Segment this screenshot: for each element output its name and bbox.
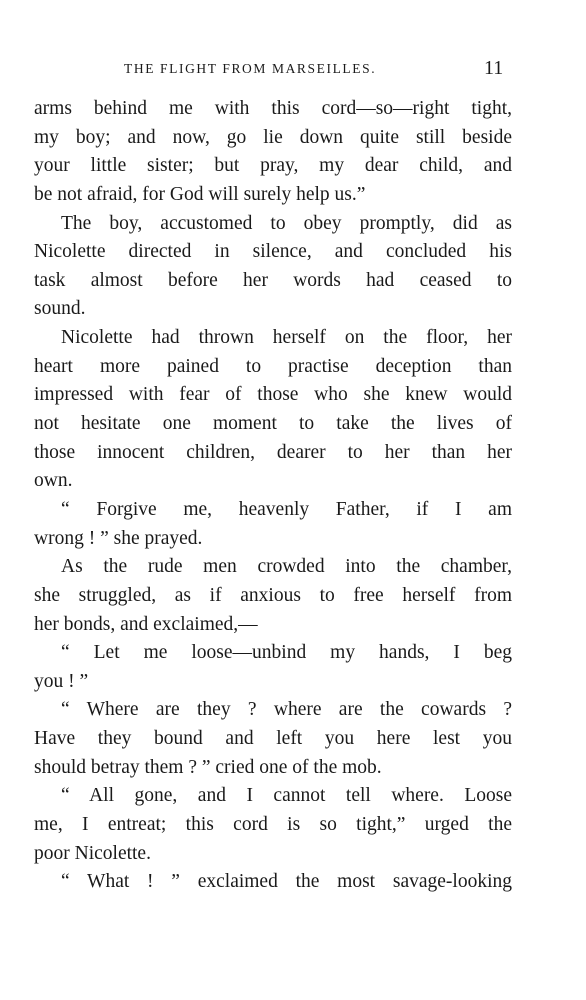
- text-line: me, I entreat; this cord is so tight,” urged the: [34, 814, 512, 836]
- text-line: your little sister; but pray, my dear child, and: [34, 155, 512, 177]
- text-line: “ All gone, and I cannot tell where. Loose: [61, 785, 512, 807]
- text-line: she struggled, as if anxious to free herself from: [34, 584, 512, 606]
- text-line: wrong ! ” she prayed.: [34, 527, 203, 549]
- text-line: poor Nicolette.: [34, 842, 151, 864]
- text-line: own.: [34, 470, 73, 492]
- text-line: be not afraid, for God will surely help us.”: [34, 183, 366, 205]
- text-line: sound.: [34, 298, 86, 320]
- text-line: arms behind me with this cord—so—right tight,: [34, 98, 512, 119]
- body-text: [34, 95, 512, 897]
- text-line: The boy, accustomed to obey promptly, did as: [61, 212, 512, 234]
- text-line: “ Where are they ? where are the cowards ?: [61, 699, 512, 721]
- text-line: heart more pained to practise deception than: [34, 355, 512, 377]
- text-line: task almost before her words had ceased to: [34, 269, 512, 291]
- text-line: “ Forgive me, heavenly Father, if I am: [61, 498, 512, 520]
- text-line: should betray them ? ” cried one of the mob.: [34, 756, 382, 778]
- text-line: As the rude men crowded into the chamber,: [61, 556, 512, 578]
- text-line: you ! ”: [34, 670, 89, 692]
- running-head: [0, 57, 586, 83]
- page-number: 11: [484, 57, 504, 79]
- text-line: Nicolette had thrown herself on the floor, her: [61, 327, 512, 349]
- text-line: impressed with fear of those who she knew would: [34, 384, 512, 406]
- running-title: THE FLIGHT FROM MARSEILLES.: [124, 61, 377, 76]
- text-line: my boy; and now, go lie down quite still beside: [34, 126, 512, 148]
- text-line: “ What ! ” exclaimed the most savage-looking: [61, 871, 512, 893]
- text-line: Have they bound and left you here lest you: [34, 728, 512, 750]
- text-line: her bonds, and exclaimed,—: [34, 613, 258, 635]
- text-line: not hesitate one moment to take the lives of: [34, 413, 512, 435]
- text-line: “ Let me loose—unbind my hands, I beg: [61, 642, 512, 664]
- text-line: those innocent children, dearer to her than her: [34, 441, 512, 463]
- text-line: Nicolette directed in silence, and concluded his: [34, 241, 512, 263]
